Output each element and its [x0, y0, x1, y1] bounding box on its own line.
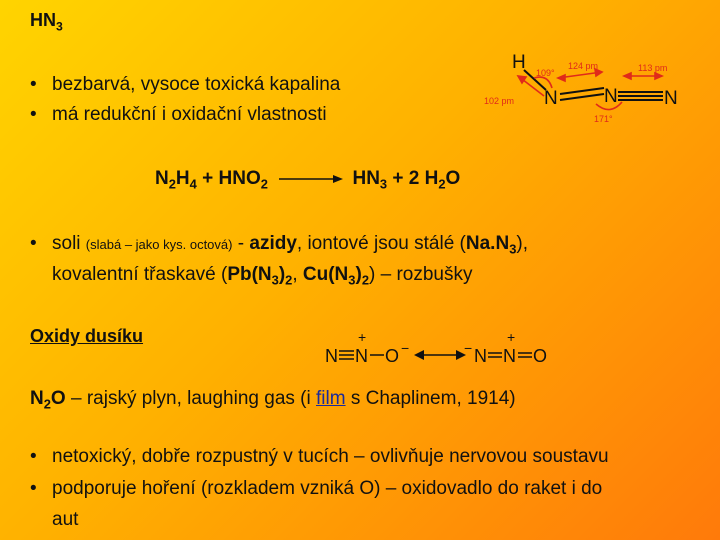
distance-label-113: 113 pm	[638, 63, 668, 73]
distance-label-124: 124 pm	[568, 61, 599, 71]
atom-o-left: O	[385, 346, 400, 366]
bullet-item: • bezbarvá, vysoce toxická kapalina	[30, 74, 341, 95]
bullet-item-salts-continued: kovalentní třaskavé ($Pb(N_3)_2$, $Cu(N_3)_2$) – rozbušky	[52, 264, 473, 288]
atom-n-center-left: N	[355, 346, 368, 366]
charge-minus-left: −	[401, 340, 410, 356]
section-heading-oxides: Oxidy dusíku	[30, 326, 144, 346]
atom-o-right: O	[533, 346, 548, 366]
charge-minus-right: −	[464, 340, 473, 356]
atom-n2: N	[604, 86, 618, 107]
bullet-dot-icon: •	[30, 74, 37, 95]
bullet-item: • netoxický, dobře rozpustný v tucích – ovlivňuje nervovou soustavu	[30, 446, 609, 467]
reaction-equation: $N_2H_4 + HNO_2$ $HN_3 + 2$ $H_2O$	[155, 168, 461, 192]
slide-title: $HN_3$	[30, 10, 63, 34]
atom-n3: N	[664, 88, 678, 109]
resonance-arrow-left-icon	[414, 350, 424, 360]
charge-plus-right: +	[507, 332, 516, 345]
bullet-dot-icon: •	[30, 104, 37, 125]
bullet-item: • podporuje hoření (rozkladem vzniká O) – oxidovadlo do raket i do	[30, 478, 603, 499]
bullet-item-continued: aut	[52, 509, 79, 530]
bullet-dot-icon: •	[30, 446, 37, 467]
film-link[interactable]: film	[316, 388, 346, 409]
charge-plus-left: +	[358, 332, 367, 345]
atom-n-right: N	[474, 346, 487, 366]
distance-label-102: 102 pm	[484, 96, 515, 106]
atom-n1: N	[544, 88, 558, 109]
n2o-description: $N_2O$ – rajský plyn, laughing gas (i film s Chaplinem, 1914)	[30, 388, 516, 412]
atom-n-left: N	[325, 346, 338, 366]
bullet-dot-icon: •	[30, 478, 37, 499]
bullet-item-salts: • soli (slabá – jako kys. octová) - azidy, iontové jsou stálé $(Na.N_3)$,	[30, 233, 528, 257]
angle-label-171: 171°	[594, 114, 613, 124]
bullet-dot-icon: •	[30, 233, 37, 254]
bullet-item: • má redukční i oxidační vlastnosti	[30, 104, 327, 125]
n2o-resonance-diagram	[322, 332, 562, 372]
atom-h: H	[512, 52, 526, 73]
atom-n-center-right: N	[503, 346, 516, 366]
reaction-arrow-icon	[277, 174, 343, 184]
angle-label-109: 109°	[536, 68, 555, 78]
hn3-structure-diagram	[478, 48, 688, 126]
